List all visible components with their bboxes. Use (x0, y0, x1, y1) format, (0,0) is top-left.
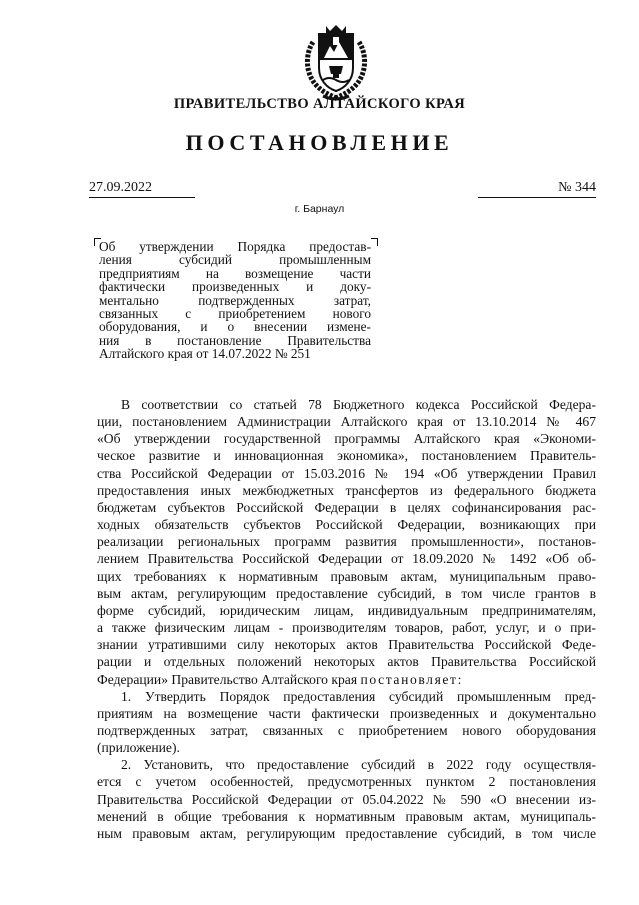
subject-line: Алтайского края от 14.07.2022 № 251 (99, 346, 311, 362)
document-subject (99, 240, 371, 361)
subject-bracket-left (94, 238, 101, 246)
subject-line: ния в постановление Правительства (99, 332, 371, 348)
subject-line: фактически произведенных и доку- (99, 279, 371, 295)
body-line: рации и отдельных положений некоторых актов Правительства Российской (97, 654, 596, 670)
decree-word: постановляет: (360, 671, 463, 687)
body-line: форме субсидий, юридическим лицам, индивидуальным предпринимателям, (97, 602, 596, 618)
body-line: ется с учетом особенностей, предусмотренных пунктом 2 постановления (97, 774, 596, 790)
subject-line: оборудования, и о внесении измене- (99, 319, 371, 335)
body-line: щих требованиях к нормативным правовым актам, муниципальным право- (97, 568, 596, 584)
body-line: предоставления иных межбюджетных трансфертов из федерального бюджета (97, 482, 596, 498)
body-line: «Об утверждении государственной программы Алтайского края «Экономи- (97, 431, 596, 447)
body-line: ства Российской Федерации от 15.03.2016 № 194 «Об утверждении Правил (97, 465, 596, 481)
body-line: В соответствии со статьей 78 Бюджетного кодекса Российской Федера- (121, 397, 596, 412)
body-line: ным правовым актам, регулирующим предоставление субсидий, в том числе (97, 825, 596, 841)
body-line-decree (97, 671, 596, 688)
subject-bracket-right (371, 238, 378, 246)
body-line: а также физическим лицам - производителям товаров, работ, услуг, и о при- (97, 620, 596, 636)
body-line: 2. Установить, что предоставление субсидий в 2022 году осуществля- (121, 757, 596, 773)
document-number: № 344 (478, 180, 596, 198)
subject-line: связанных с приобретением нового (99, 306, 371, 322)
document-type: ПОСТАНОВЛЕНИЕ (185, 130, 454, 155)
document-body (97, 396, 596, 842)
government-name: ПРАВИТЕЛЬСТВО АЛТАЙСКОГО КРАЯ (173, 96, 466, 112)
body-line: бюджетам субъектов Российской Федерации в целях софинансирования рас- (97, 499, 596, 515)
body-line: ции, постановлением Администрации Алтайского края от 13.10.2014 № 467 (97, 414, 596, 430)
body-line: подтвержденных затрат, связанных с приобретением нового оборудования (97, 722, 596, 738)
body-line: Федерации» Правительство Алтайского края (97, 671, 358, 687)
body-line: (приложение). (97, 740, 180, 756)
body-line: ческое развитие и инновационная экономика», постановлением Правитель- (97, 448, 596, 464)
document-city: г. Барнаул (294, 203, 345, 215)
body-line: менений в общие требования к нормативным правовым актам, муниципаль- (97, 808, 596, 824)
subject-line: предприятиям на возмещение части (99, 265, 371, 281)
body-line: знании утратившими силу некоторых актов Правительства Российской Феде- (97, 637, 596, 653)
subject-line: ментально подтвержденных затрат, (99, 292, 371, 308)
coat-of-arms-icon (299, 22, 373, 102)
subject-line: Об утверждении Порядка предостав- (99, 239, 371, 254)
body-line: Правительства Российской Федерации от 05.04.2022 № 590 «О внесении из- (97, 791, 596, 807)
subject-line: ления субсидий промышленным (99, 252, 371, 268)
body-line: ходных обязательств субъектов Российской Федерации, возникающих при (97, 517, 596, 533)
body-line: лением Правительства Российской Федерации от 18.09.2020 № 1492 «Об об- (97, 551, 596, 567)
body-line: 1. Утвердить Порядок предоставления субсидий промышленным пред- (121, 688, 596, 704)
document-date: 27.09.2022 (89, 180, 195, 198)
body-line: вым актам, регулирующим предоставление субсидий, в том числе грантов в (97, 585, 596, 601)
body-line: реализации региональных программ развития промышленности», постанов- (97, 534, 596, 550)
body-line: приятиям на возмещение части фактически произведенных и документально (97, 705, 596, 721)
